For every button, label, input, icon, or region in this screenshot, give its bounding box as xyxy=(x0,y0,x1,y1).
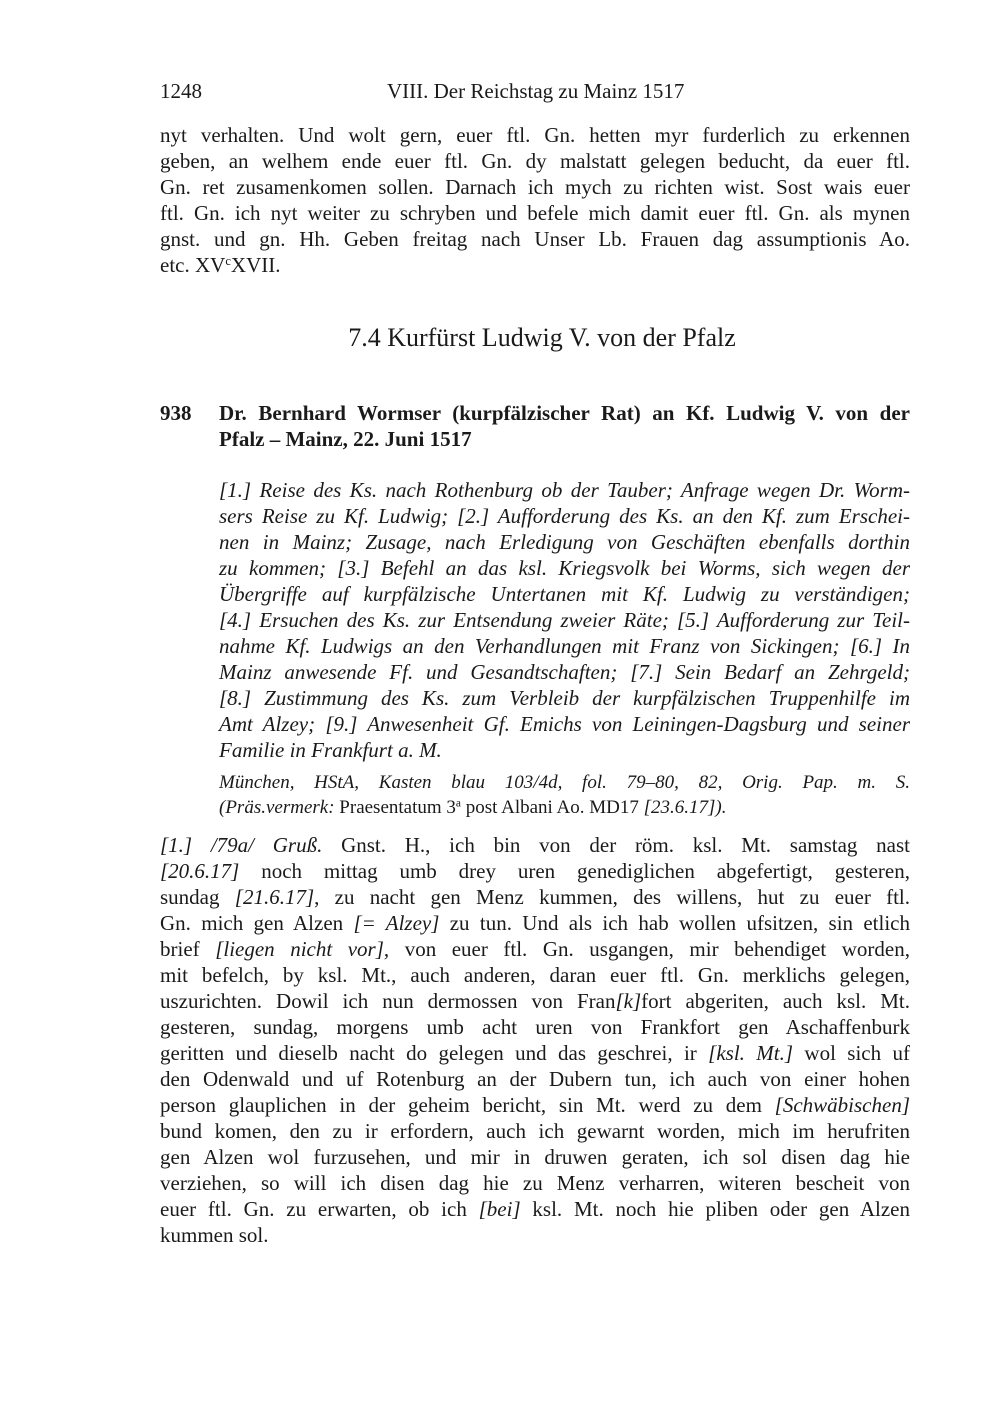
text-segment: Praesentatum 3 xyxy=(339,797,456,818)
text-segment: [bei] xyxy=(478,1197,521,1221)
text-line xyxy=(219,400,910,426)
text-line xyxy=(219,607,910,633)
text-segment: [20.6.17] xyxy=(160,859,240,883)
text-line xyxy=(219,770,910,795)
text-line xyxy=(160,884,910,910)
text-segment: [21.6.17] xyxy=(234,885,315,909)
text-segment: gnst. und gn. Hh. Geben freitag nach Unser Lb. Frauen dag assumptionis Ao. xyxy=(160,227,910,251)
text-line xyxy=(160,1014,910,1040)
text-line xyxy=(219,685,910,711)
text-segment: sundag xyxy=(160,885,235,909)
text-segment: euer ftl. Gn. zu erwarten, ob ich xyxy=(160,1197,479,1221)
text-line xyxy=(160,174,910,200)
text-segment: uszurichten. Dowil ich nun dermossen von Fran xyxy=(160,989,616,1013)
text-line xyxy=(160,988,910,1014)
text-segment: gen Alzen wol furzusehen, und mir in druwen geraten, ich sol disen dag hie xyxy=(160,1145,910,1169)
text-line xyxy=(160,200,910,226)
text-segment: gesteren, sundag, morgens umb acht uren von Frankfort gen Aschaffenburk xyxy=(160,1015,910,1039)
text-segment: noch mittag umb drey uren genediglichen abgefertigt, gesteren, xyxy=(239,859,910,883)
text-segment: sers Reise zu Kf. Ludwig; [2.] Aufforderung des Ks. an den Kf. zum Erschei- xyxy=(219,504,910,528)
text-line xyxy=(160,1144,910,1170)
letter-body xyxy=(160,832,910,1248)
text-segment: [23.6.17]). xyxy=(643,797,727,818)
text-segment: , von euer ftl. Gn. usgangen, mir behendiget worden, xyxy=(383,937,910,961)
text-segment: brief xyxy=(160,937,216,961)
source-note xyxy=(219,770,910,820)
text-line xyxy=(219,477,910,503)
text-segment: ftl. Gn. ich nyt weiter zu schryben und befele mich damit euer ftl. Gn. als mynen xyxy=(160,201,910,225)
text-line xyxy=(219,659,910,685)
text-segment: fort abgeriten, auch ksl. Mt. xyxy=(641,989,910,1013)
text-line xyxy=(160,858,910,884)
section-title: 7.4 Kurfürst Ludwig V. von der Pfalz xyxy=(348,323,736,352)
text-line xyxy=(160,1170,910,1196)
text-line xyxy=(160,252,910,278)
text-line xyxy=(219,426,910,452)
text-segment: [4.] Ersuchen des Ks. zur Entsendung zweier Räte; [5.] Aufforderung zur Teil- xyxy=(219,608,910,632)
text-segment: etc. XV xyxy=(160,253,226,277)
text-segment: Übergriffe auf kurpfälzische Untertanen mit Kf. Ludwig zu verständigen; xyxy=(219,582,910,606)
text-line xyxy=(219,555,910,581)
text-segment: XVII. xyxy=(230,253,281,277)
text-line xyxy=(160,148,910,174)
text-segment: [= Alzey] xyxy=(353,911,440,935)
text-segment: München, HStA, Kasten blau 103/4d, fol. 79–80, 82, Orig. Pap. m. S. xyxy=(219,772,910,793)
text-segment: den Odenwald und uf Rotenburg an der Dubern tun, ich auch von einer hohen xyxy=(160,1067,910,1091)
text-segment: post Albani Ao. MD17 xyxy=(460,797,644,818)
running-title: VIII. Der Reichstag zu Mainz 1517 xyxy=(387,79,685,103)
text-segment: Gnst. H., ich bin von der röm. ksl. Mt. samstag nast xyxy=(322,833,910,857)
text-segment: Familie in Frankfurt a. M. xyxy=(219,738,442,762)
text-line xyxy=(160,1118,910,1144)
continuation-text xyxy=(160,122,910,278)
text-segment: bund komen, den zu ir erfordern, auch ich gewarnt worden, mich im herufriten xyxy=(160,1119,910,1143)
document-title xyxy=(219,400,910,452)
text-line xyxy=(160,122,910,148)
text-segment: geritten und dieselb nacht do gelegen und das geschrei, ir xyxy=(160,1041,709,1065)
text-segment: kummen sol. xyxy=(160,1223,269,1247)
text-line xyxy=(219,503,910,529)
text-segment: mit befelch, by ksl. Mt., auch anderen, daran euer ftl. Gn. merklichs gelegen, xyxy=(160,963,910,987)
text-segment: a xyxy=(455,797,461,810)
text-segment: Dr. Bernhard Wormser (kurpfälzischer Rat) an Kf. Ludwig V. von der xyxy=(219,401,910,425)
text-segment: zu kommen; [3.] Befehl an das ksl. Kriegsvolk bei Worms, sich wegen der xyxy=(219,556,910,580)
text-line xyxy=(219,711,910,737)
document-summary xyxy=(219,477,910,763)
text-segment: [ksl. Mt.] xyxy=(708,1041,794,1065)
text-segment: Gn. ret zusamenkomen sollen. Darnach ich mych zu richten wist. Sost wais euer xyxy=(160,175,910,199)
text-line xyxy=(160,1196,910,1222)
text-line xyxy=(160,910,910,936)
text-segment: [k] xyxy=(615,989,642,1013)
text-segment: verziehen, so will ich disen dag hie zu Menz verharren, witeren bescheit von xyxy=(160,1171,910,1195)
text-line xyxy=(160,1222,910,1248)
text-segment: Mainz anwesende Ff. und Gesandtschaften; [7.] Sein Bedarf an Zehrgeld; xyxy=(219,660,910,684)
text-segment: Gn. mich gen Alzen xyxy=(160,911,354,935)
text-segment: nen in Mainz; Zusage, nach Erledigung von Geschäften ebenfalls dorthin xyxy=(219,530,910,554)
text-segment: Pfalz – Mainz, 22. Juni 1517 xyxy=(219,427,472,451)
text-line xyxy=(219,633,910,659)
text-segment: c xyxy=(225,254,231,269)
text-line xyxy=(160,1040,910,1066)
text-segment: (Präs.vermerk: xyxy=(219,797,340,818)
text-line xyxy=(160,1092,910,1118)
text-segment: [1.] Reise des Ks. nach Rothenburg ob der Tauber; Anfrage wegen Dr. Worm- xyxy=(219,478,910,502)
text-segment: nyt verhalten. Und wolt gern, euer ftl. Gn. hetten myr furderlich zu erkennen xyxy=(160,123,910,147)
text-segment: [1.] /79a/ Gruß. xyxy=(160,833,323,857)
text-segment: , zu nacht gen Menz kummen, des willens, hut zu euer ftl. xyxy=(314,885,911,909)
text-line xyxy=(219,795,910,820)
text-segment: [liegen nicht vor] xyxy=(215,937,384,961)
text-segment: [8.] Zustimmung des Ks. zum Verbleib der kurpfälzischen Truppenhilfe im xyxy=(219,686,910,710)
text-line xyxy=(219,581,910,607)
text-line xyxy=(160,962,910,988)
text-line xyxy=(160,1066,910,1092)
text-segment: zu tun. Und als ich hab wollen ufsitzen, sin etlich xyxy=(439,911,910,935)
text-line xyxy=(160,832,910,858)
text-segment: nahme Kf. Ludwigs an den Verhandlungen mit Franz von Sickingen; [6.] In xyxy=(219,634,910,658)
page-number: 1248 xyxy=(160,79,202,103)
text-segment: ksl. Mt. noch hie pliben oder gen Alzen xyxy=(520,1197,910,1221)
text-segment: Amt Alzey; [9.] Anwesenheit Gf. Emichs von Leiningen-Dagsburg und seiner xyxy=(219,712,910,736)
text-segment: wol sich uf xyxy=(793,1041,910,1065)
text-line xyxy=(219,737,910,763)
text-segment: geben, an welhem ende euer ftl. Gn. dy malstatt gelegen beducht, da euer ftl. xyxy=(160,149,910,173)
text-line xyxy=(160,936,910,962)
text-segment: [Schwäbischen] xyxy=(774,1093,910,1117)
text-line xyxy=(160,226,910,252)
text-line xyxy=(219,529,910,555)
text-segment: person glauplichen in der geheim bericht, sin Mt. werd zu dem xyxy=(160,1093,775,1117)
document-number: 938 xyxy=(160,401,192,425)
